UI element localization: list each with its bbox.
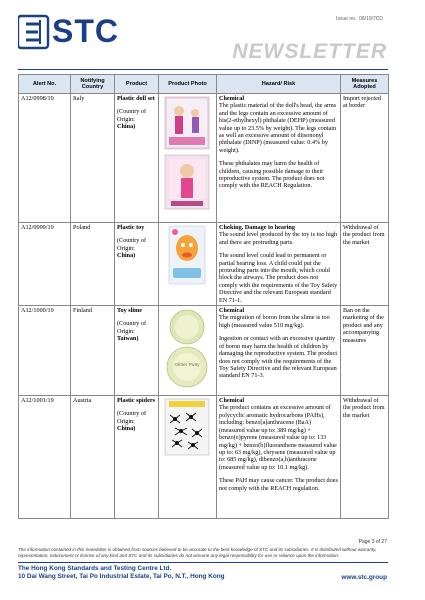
origin-country: China) [117, 123, 136, 131]
company-name: The Hong Kong Standards and Testing Centre Ltd. [18, 565, 172, 572]
table-row [19, 396, 389, 519]
origin-label: (Country of Origin: [117, 320, 147, 335]
website-link[interactable]: www.stc.group [341, 574, 387, 581]
origin-country: China) [117, 252, 136, 260]
notifying-country: Italy [71, 94, 115, 223]
hazard-cell [217, 396, 341, 519]
hazard-consequence: These PAH may cause cancer. The product does not comply with the REACH regulation. [219, 477, 338, 492]
origin-label: (Country of Origin: [117, 108, 147, 123]
alert-number: A12/0999/19 [19, 223, 71, 306]
notifying-country: Poland [71, 223, 115, 306]
column-header-hazard: Hazard/ Risk [217, 75, 341, 94]
table-row [19, 223, 389, 306]
column-header-alert: Alert No. [19, 75, 71, 94]
hazard-description: The product contains an excessive amount of polycyclic aromatic hydrocarbons (PAHs), including: benzo[a]anthracene (BaA) (measured value up to: 389 mg/kg) + benzo(e)pyrene (measured value up to: 133 mg/kg) + benzo(b)fluoranthene measured value up to: 63 mg/kg), chrysene (measured value up to: 685 mg/kg), dibenzo(a,h)anthracene (measured value up to: 10.1 mg/kg). [219, 404, 337, 471]
hazard-consequence: These phthalates may harm the health of children, causing possible damage to their reproductive system. The product does not comply with the REACH Regulation. [219, 160, 325, 190]
notifying-country: Austria [71, 396, 115, 519]
product-name: Plastic spiders [117, 397, 155, 405]
slime-lid-label: Glitter Putty [174, 363, 200, 369]
alert-number: A12/1000/19 [19, 306, 71, 396]
hazard-cell [217, 306, 341, 396]
company-block [18, 565, 225, 581]
product-photo [159, 94, 217, 223]
hazard-description: The migration of boron from the slime is too high (measured value 510 mg/kg). [219, 314, 330, 329]
plastic-toy-photo [161, 224, 213, 286]
product-cell [115, 223, 159, 306]
origin-country: Taiwan) [117, 335, 139, 343]
measures-adopted: Import rejected at border [341, 94, 389, 223]
product-name: Plastic toy [117, 224, 145, 231]
hazard-title: Chemical [219, 307, 245, 315]
notifying-country: Finland [71, 306, 115, 396]
hazard-description: The sound level produced by the toy is too high and there are protruding parts. [219, 231, 338, 246]
footer-divider [18, 562, 388, 563]
origin-country: China) [117, 425, 136, 433]
toy-slime-photo [161, 307, 213, 391]
hazard-title: Choking, Damage to hearing [219, 224, 295, 231]
hazard-description: The plastic material of the doll's head, the arms and the legs contain an excessive amount of bis(2-ethylhexyl) phthalate (DEHP) (measured value up to 23.5% by weight). The legs contain as well an excessive amount of diisononyl phthalate (DINP) (measured value: 0.4% by weight). [219, 102, 337, 154]
hazard-title: Chemical [219, 397, 245, 405]
table-row [19, 306, 389, 396]
product-name: Toy slime [117, 307, 143, 315]
alerts-table [18, 74, 389, 519]
hazard-title: Chemical [219, 95, 245, 102]
doll-set-photo [161, 95, 213, 213]
measures-adopted: Ban on the marketing of the product and any accompanying measures [341, 306, 389, 396]
product-cell [115, 94, 159, 223]
hazard-consequence: Ingestion or contact with an excessive quantity of boron may harm the health of children by damaging the reproductive system. The product does not comply with the requirements of the Toy Safety Directive and the relevant European standard EN 71-3. [219, 335, 338, 380]
disclaimer-text: The information contained in this newsletter is obtained from sources believed to be accurate to the best knowledge of STC and its subsidiaries. It is distributed without warranty, representation, inducement or license of any kind and STC and its subsidiaries do not assume any legal responsibility for use or reliance upon the information. [18, 547, 377, 558]
product-photo [159, 306, 217, 396]
product-photo [159, 223, 217, 306]
product-cell [115, 306, 159, 396]
table-row [19, 94, 389, 223]
page-number: Page 3 of 27 [358, 539, 387, 545]
newsletter-title: NEWSLETTER [232, 40, 387, 63]
hazard-cell [217, 94, 341, 223]
column-header-photo: Product Photo [159, 75, 217, 94]
product-cell [115, 396, 159, 519]
company-address: 10 Dai Wang Street, Tai Po Industrial Estate, Tai Po, N.T., Hong Kong [18, 573, 225, 580]
table-header-row [19, 75, 389, 94]
hazard-consequence: The sound level could lead to permanent or partial hearing loss. A child could put the protruding parts into the mouth, which could block the airways. The product does not comply with the requirements of the Toy Safety Directive and the relevant European standard EN 71-1. [219, 252, 338, 304]
origin-label: (Country of Origin: [117, 410, 147, 425]
product-photo [159, 396, 217, 519]
header-divider [18, 69, 388, 70]
column-header-country: Notifying Country [71, 75, 115, 94]
column-header-measures: Measures Adopted [341, 75, 389, 94]
measures-adopted: Withdrawal of the product from the market [341, 223, 389, 306]
alert-number: A12/1001/19 [19, 396, 71, 519]
plastic-spiders-photo [161, 397, 213, 457]
origin-label: (Country of Origin: [117, 237, 147, 252]
alert-number: A12/0998/19 [19, 94, 71, 223]
product-name: Plastic doll set [117, 95, 155, 102]
measures-adopted: Withdrawal of the product from the market [341, 396, 389, 519]
issue-number: Issue no.: 08/19/7CD [336, 16, 383, 22]
logo-wordmark: STC [52, 13, 119, 49]
hazard-cell [217, 223, 341, 306]
column-header-product: Product [115, 75, 159, 94]
